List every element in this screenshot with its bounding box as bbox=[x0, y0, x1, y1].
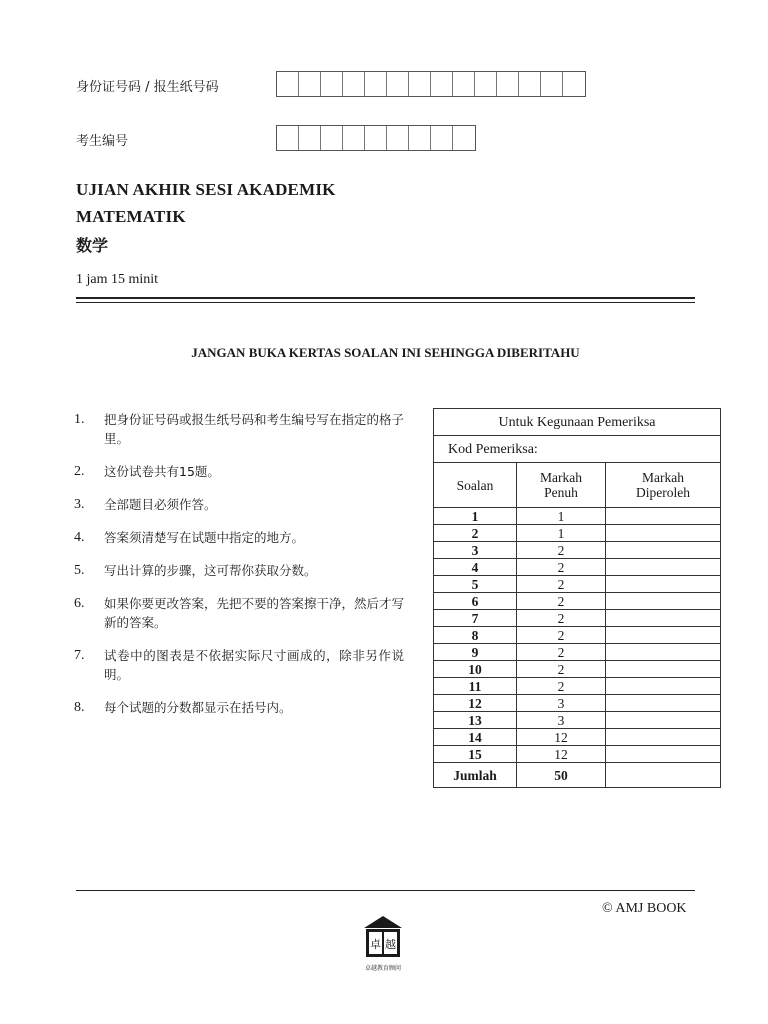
question-number: 8 bbox=[434, 627, 517, 644]
instruction-number: 1. bbox=[74, 412, 85, 427]
do-not-open-warning: JANGAN BUKA KERTAS SOALAN INI SEHINGGA DIBERITAHU bbox=[191, 345, 580, 360]
svg-text:卓: 卓 bbox=[370, 938, 381, 951]
id-number-cell[interactable] bbox=[519, 72, 541, 96]
instruction-text: 答案须清楚写在试题中指定的地方。 bbox=[104, 530, 305, 545]
instruction-item bbox=[74, 528, 404, 547]
marks-obtained-cell[interactable] bbox=[606, 746, 721, 763]
instruction-text: 全部题目必须作答。 bbox=[104, 497, 217, 512]
instruction-item bbox=[74, 646, 404, 684]
col-header-markah-diperoleh: Markah Diperoleh bbox=[606, 463, 721, 508]
instruction-number: 3. bbox=[74, 497, 85, 512]
full-marks: 12 bbox=[517, 729, 606, 746]
question-number: 10 bbox=[434, 661, 517, 678]
total-obtained-cell[interactable] bbox=[606, 763, 721, 788]
svg-text:越: 越 bbox=[385, 938, 396, 951]
id-number-cell[interactable] bbox=[563, 72, 585, 96]
full-marks: 1 bbox=[517, 525, 606, 542]
question-number: 2 bbox=[434, 525, 517, 542]
full-marks: 3 bbox=[517, 695, 606, 712]
id-number-cell[interactable] bbox=[475, 72, 497, 96]
exam-duration: 1 jam 15 minit bbox=[76, 272, 159, 287]
question-number: 5 bbox=[434, 576, 517, 593]
full-marks: 2 bbox=[517, 678, 606, 695]
marks-obtained-cell[interactable] bbox=[606, 559, 721, 576]
marks-row bbox=[434, 559, 721, 576]
id-number-cell[interactable] bbox=[497, 72, 519, 96]
publisher-logo bbox=[358, 914, 408, 972]
question-number: 9 bbox=[434, 644, 517, 661]
question-number: 4 bbox=[434, 559, 517, 576]
id-number-cell[interactable] bbox=[387, 72, 409, 96]
marks-obtained-cell[interactable] bbox=[606, 644, 721, 661]
instruction-text: 如果你要更改答案，先把不要的答案擦干净，然后才写新的答案。 bbox=[104, 596, 405, 630]
marks-row bbox=[434, 593, 721, 610]
instruction-item bbox=[74, 594, 404, 632]
candidate-number-cell[interactable] bbox=[387, 126, 409, 150]
id-number-label: 身份证号码 / 报生纸号码 bbox=[76, 80, 219, 95]
candidate-number-cell[interactable] bbox=[321, 126, 343, 150]
marks-obtained-cell[interactable] bbox=[606, 695, 721, 712]
subject-name: MATEMATIK bbox=[76, 207, 186, 226]
instruction-text: 把身份证号码或报生纸号码和考生编号写在指定的格子里。 bbox=[104, 412, 405, 446]
marks-obtained-cell[interactable] bbox=[606, 593, 721, 610]
marks-obtained-cell[interactable] bbox=[606, 712, 721, 729]
candidate-number-cell[interactable] bbox=[365, 126, 387, 150]
question-number: 14 bbox=[434, 729, 517, 746]
id-number-cell[interactable] bbox=[321, 72, 343, 96]
full-marks: 2 bbox=[517, 661, 606, 678]
candidate-number-cell[interactable] bbox=[453, 126, 475, 150]
copyright-notice: © AMJ BOOK bbox=[602, 901, 687, 916]
header-divider-thick bbox=[76, 297, 695, 299]
question-number: 13 bbox=[434, 712, 517, 729]
instruction-text: 每个试题的分数都显示在括号内。 bbox=[104, 700, 292, 715]
candidate-number-cell[interactable] bbox=[277, 126, 299, 150]
marks-obtained-cell[interactable] bbox=[606, 678, 721, 695]
candidate-number-cell[interactable] bbox=[343, 126, 365, 150]
publisher-logo-caption: 卓越教育顾问 bbox=[364, 965, 401, 972]
instruction-item bbox=[74, 462, 404, 481]
full-marks: 2 bbox=[517, 559, 606, 576]
marks-row bbox=[434, 729, 721, 746]
id-number-cell[interactable] bbox=[343, 72, 365, 96]
id-number-boxes[interactable] bbox=[276, 71, 586, 97]
instruction-number: 7. bbox=[74, 648, 85, 663]
examiner-code-field[interactable]: Kod Pemeriksa: bbox=[434, 436, 721, 463]
question-number: 3 bbox=[434, 542, 517, 559]
examiner-table-title: Untuk Kegunaan Pemeriksa bbox=[434, 409, 721, 436]
id-number-cell[interactable] bbox=[299, 72, 321, 96]
instruction-item bbox=[74, 698, 404, 717]
full-marks: 1 bbox=[517, 508, 606, 525]
marks-row bbox=[434, 678, 721, 695]
marks-row bbox=[434, 525, 721, 542]
question-number: 12 bbox=[434, 695, 517, 712]
marks-obtained-cell[interactable] bbox=[606, 729, 721, 746]
marks-row bbox=[434, 746, 721, 763]
examiner-table bbox=[433, 408, 721, 788]
instruction-item bbox=[74, 495, 404, 514]
footer-divider bbox=[76, 890, 695, 891]
marks-row bbox=[434, 661, 721, 678]
instruction-number: 5. bbox=[74, 563, 85, 578]
candidate-number-cell[interactable] bbox=[409, 126, 431, 150]
marks-obtained-cell[interactable] bbox=[606, 542, 721, 559]
instruction-item bbox=[74, 561, 404, 580]
book-house-logo-icon bbox=[358, 914, 408, 958]
question-number: 1 bbox=[434, 508, 517, 525]
full-marks: 3 bbox=[517, 712, 606, 729]
total-label: Jumlah bbox=[434, 763, 517, 788]
full-marks: 2 bbox=[517, 542, 606, 559]
marks-row bbox=[434, 695, 721, 712]
candidate-number-boxes[interactable] bbox=[276, 125, 476, 151]
marks-row bbox=[434, 610, 721, 627]
marks-obtained-cell[interactable] bbox=[606, 661, 721, 678]
header-divider-thin bbox=[76, 302, 695, 303]
instruction-item bbox=[74, 410, 404, 448]
instruction-number: 4. bbox=[74, 530, 85, 545]
question-number: 6 bbox=[434, 593, 517, 610]
marks-row bbox=[434, 542, 721, 559]
marks-row bbox=[434, 644, 721, 661]
instruction-number: 6. bbox=[74, 596, 85, 611]
examiner-table-wrap bbox=[433, 408, 721, 788]
question-number: 15 bbox=[434, 746, 517, 763]
marks-row bbox=[434, 712, 721, 729]
full-marks: 2 bbox=[517, 627, 606, 644]
question-number: 11 bbox=[434, 678, 517, 695]
col-header-markah-penuh: Markah Penuh bbox=[517, 463, 606, 508]
id-number-cell[interactable] bbox=[541, 72, 563, 96]
id-number-cell[interactable] bbox=[453, 72, 475, 96]
id-number-cell[interactable] bbox=[365, 72, 387, 96]
full-marks: 2 bbox=[517, 644, 606, 661]
instructions-list bbox=[74, 410, 404, 731]
marks-row bbox=[434, 576, 721, 593]
marks-obtained-cell[interactable] bbox=[606, 610, 721, 627]
id-number-cell[interactable] bbox=[431, 72, 453, 96]
candidate-number-label: 考生编号 bbox=[76, 134, 129, 149]
full-marks: 2 bbox=[517, 593, 606, 610]
instruction-text: 这份试卷共有15题。 bbox=[104, 464, 220, 479]
full-marks: 12 bbox=[517, 746, 606, 763]
total-row bbox=[434, 763, 721, 788]
total-full-marks: 50 bbox=[517, 763, 606, 788]
instruction-number: 2. bbox=[74, 464, 85, 479]
marks-obtained-cell[interactable] bbox=[606, 508, 721, 525]
marks-row bbox=[434, 508, 721, 525]
marks-obtained-cell[interactable] bbox=[606, 525, 721, 542]
instruction-text: 试卷中的图表是不依据实际尺寸画成的，除非另作说明。 bbox=[104, 648, 404, 682]
exam-title: UJIAN AKHIR SESI AKADEMIK bbox=[76, 180, 336, 199]
marks-obtained-cell[interactable] bbox=[606, 627, 721, 644]
full-marks: 2 bbox=[517, 610, 606, 627]
instruction-text: 写出计算的步骤，这可帮你获取分数。 bbox=[104, 563, 317, 578]
question-number: 7 bbox=[434, 610, 517, 627]
id-number-cell[interactable] bbox=[409, 72, 431, 96]
id-number-cell[interactable] bbox=[277, 72, 299, 96]
subject-name-chinese: 数学 bbox=[76, 236, 109, 255]
candidate-number-cell[interactable] bbox=[431, 126, 453, 150]
candidate-number-cell[interactable] bbox=[299, 126, 321, 150]
full-marks: 2 bbox=[517, 576, 606, 593]
marks-obtained-cell[interactable] bbox=[606, 576, 721, 593]
col-header-soalan: Soalan bbox=[434, 463, 517, 508]
instruction-number: 8. bbox=[74, 700, 85, 715]
marks-row bbox=[434, 627, 721, 644]
